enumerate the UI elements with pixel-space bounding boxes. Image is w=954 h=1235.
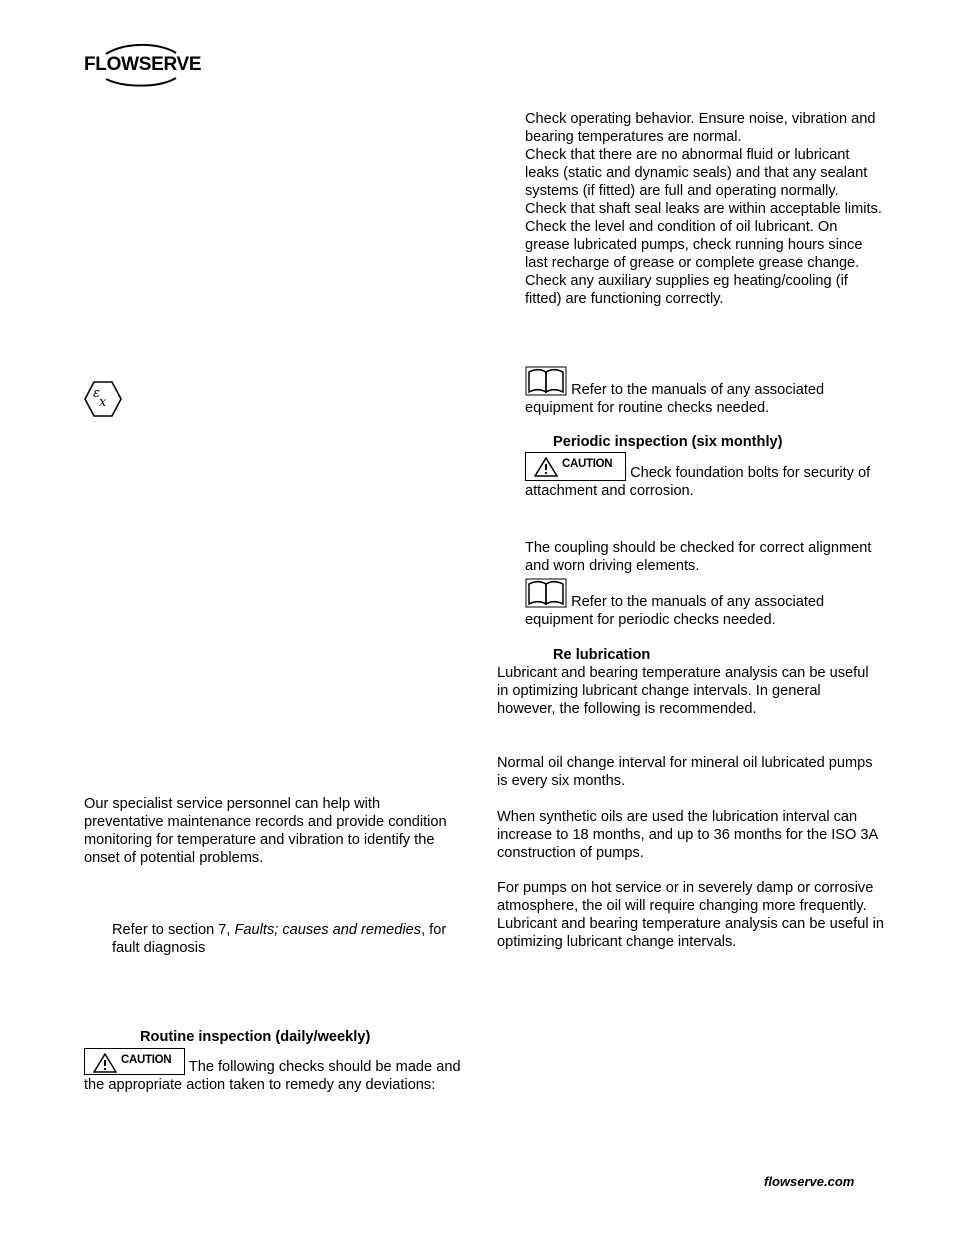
routine-checks-text — [84, 1048, 464, 1094]
periodic-inspection-heading: Periodic inspection (six monthly) — [553, 434, 783, 450]
check-shaft-seal: Check that shaft seal leaks are within acceptable limits. — [525, 201, 882, 217]
refer-link-text: Faults; causes and remedies — [234, 922, 422, 938]
refer-pre: Refer to section 7, — [112, 922, 235, 938]
caution-label: CAUTION — [121, 1054, 172, 1066]
hot-service-text: For pumps on hot service or in severely damp or corrosive atmosphere, the oil will require changing more frequently. Lubricant and bearing temperature analysis can be useful in optimizing lubricant change intervals. — [497, 880, 884, 950]
check-auxiliary-supplies: Check any auxiliary supplies eg heating/cooling (if fitted) are functioning correctly. — [525, 273, 848, 307]
manual-book-icon — [525, 366, 567, 396]
warning-triangle-icon — [93, 1053, 117, 1073]
caution-label: CAUTION — [562, 458, 613, 470]
refer-post: , for fault diagnosis — [112, 922, 447, 956]
routine-inspection-heading: Routine inspection (daily/weekly) — [140, 1029, 371, 1045]
oil-change-interval-text: Normal oil change interval for mineral oil lubricated pumps is every six months. — [497, 755, 873, 789]
manuals-periodic-body: Refer to the manuals of any associated equipment for periodic checks needed. — [525, 594, 825, 628]
routine-checklist — [525, 110, 885, 308]
manuals-routine-body: Refer to the manuals of any associated equipment for routine checks needed. — [525, 382, 825, 416]
svg-text:ε: ε — [93, 386, 100, 401]
check-operating-behavior: Check operating behavior. Ensure noise, vibration and bearing temperatures are normal. — [525, 111, 876, 145]
check-leaks: Check that there are no abnormal fluid or lubricant leaks (static and dynamic seals) and that any sealant systems (if fitted) are full and operating normally. — [525, 147, 868, 199]
refer-section-text — [112, 921, 474, 957]
manuals-routine-text — [525, 366, 885, 417]
ex-hazard-icon — [83, 380, 123, 418]
warning-triangle-icon — [534, 457, 558, 477]
foundation-bolts-body: Check foundation bolts for security of attachment and corrosion. — [525, 465, 871, 499]
logo-text: FLOWSERVE — [84, 54, 202, 75]
svg-text:x: x — [99, 395, 107, 410]
coupling-check-text: The coupling should be checked for correct alignment and worn driving elements. — [525, 540, 872, 574]
flowserve-logo — [84, 42, 202, 88]
check-oil-level: Check the level and condition of oil lubricant. On grease lubricated pumps, check running hours since last recharge of grease or complete grease change. — [525, 219, 863, 271]
caution-badge — [525, 452, 626, 481]
relubrication-text: Lubricant and bearing temperature analysis can be useful in optimizing lubricant change intervals. In general however, the following is recommended. — [497, 665, 869, 717]
synthetic-oil-text: When synthetic oils are used the lubrication interval can increase to 18 months, and up to 36 months for the ISO 3A construction of pumps. — [497, 809, 878, 861]
specialist-service-text: Our specialist service personnel can help with preventative maintenance records and provide condition monitoring for temperature and vibration to identify the onset of potential problems. — [84, 796, 447, 866]
manuals-periodic-text — [525, 578, 885, 629]
caution-badge — [84, 1048, 185, 1075]
routine-checks-body: The following checks should be made and the appropriate action taken to remedy any deviations: — [84, 1059, 461, 1093]
manual-book-icon — [525, 578, 567, 608]
footer-website: flowserve.com — [764, 1174, 855, 1189]
relubrication-heading: Re lubrication — [553, 647, 651, 663]
foundation-bolts-text — [525, 452, 885, 500]
